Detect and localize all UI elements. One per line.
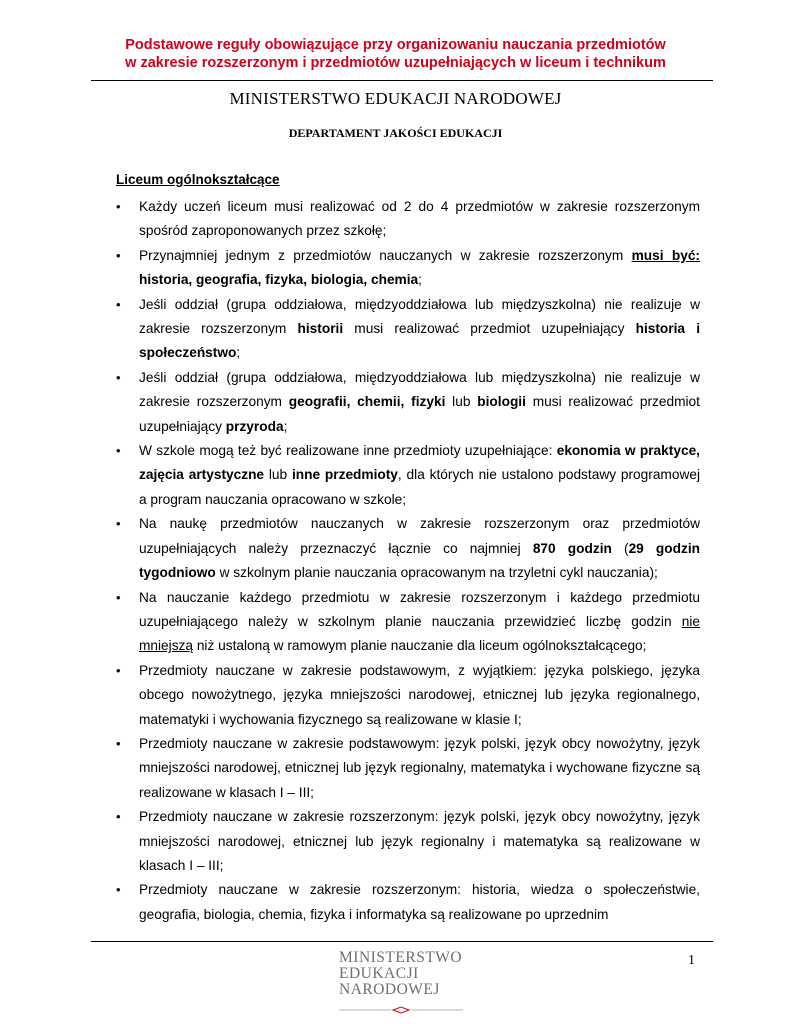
rule-item: • Przynajmniej jednym z przedmiotów nauczanych w zakresie rozszerzonym musi być: historia, geografia, fizyka, biologia, chemia; xyxy=(116,244,700,293)
rule-item: • Każdy uczeń liceum musi realizować od 2 do 4 przedmiotów w zakresie rozszerzonym spośród zaproponowanych przez szkołę; xyxy=(116,195,700,244)
ministry-logo xyxy=(339,950,469,998)
rule-item: • Przedmioty nauczane w zakresie podstawowym: język polski, język obcy nowożytny, język mniejszości narodowej, etnicznej lub język regionalny, matematyka i wychowane fizyczne są realizowane w klasach I – III; xyxy=(116,732,700,805)
logo-pen-flourish-icon xyxy=(339,1006,463,1014)
rule-item: • Przedmioty nauczane w zakresie rozszerzonym: język polski, język obcy nowożytny, język mniejszości narodowej, etnicznej lub język regionalny i matematyka są realizowane w klasach I – III; xyxy=(116,805,700,878)
rule-item: • Na naukę przedmiotów nauczanych w zakresie rozszerzonym oraz przedmiotów uzupełniających należy przeznaczyć łącznie co najmniej 870 godzin (29 godzin tygodniowo w szkolnym planie nauczania opracowanym na trzyletni cykl nauczania); xyxy=(116,512,700,585)
logo-line-1: MINISTERSTWO xyxy=(339,949,463,966)
ministry-name: MINISTERSTWO EDUKACJI NARODOWEJ xyxy=(229,89,562,108)
header-divider xyxy=(91,80,713,81)
rule-item: • W szkole mogą też być realizowane inne przedmioty uzupełniające: ekonomia w praktyce, zajęcia artystyczne lub inne przedmioty, dla których nie ustalono podstawy programowej a program nauczania opracowano w szkole; xyxy=(116,439,700,512)
rules-list xyxy=(116,195,700,927)
document-header-title xyxy=(90,36,701,72)
department-name: DEPARTAMENT JAKOŚCI EDUKACJI xyxy=(288,126,503,140)
footer-divider xyxy=(91,941,713,942)
page-number: 1 xyxy=(688,953,695,968)
rule-item: • Jeśli oddział (grupa oddziałowa, międzyoddziałowa lub międzyszkolna) nie realizuje w zakresie rozszerzonym historii musi realizować przedmiot uzupełniający historia i społeczeństwo; xyxy=(116,293,700,366)
logo-line-2: EDUKACJI xyxy=(339,965,419,982)
rule-item: • Przedmioty nauczane w zakresie podstawowym, z wyjątkiem: języka polskiego, języka obcego nowożytnego, języka mniejszości narodowej, etnicznej lub języka regionalnego, matematyki i wychowania fizycznego są realizowane w klasie I; xyxy=(116,659,700,732)
rule-item: • Jeśli oddział (grupa oddziałowa, międzyoddziałowa lub międzyszkolna) nie realizuje w zakresie rozszerzonym geografii, chemii, fizyki lub biologii musi realizować przedmiot uzupełniający przyroda; xyxy=(116,366,700,439)
header-title-line-2: w zakresie rozszerzonym i przedmiotów uzupełniających w liceum i technikum xyxy=(125,55,666,71)
logo-line-3: NARODOWEJ xyxy=(339,981,440,998)
rule-item: • Przedmioty nauczane w zakresie rozszerzonym: historia, wiedza o społeczeństwie, geografia, biologia, chemia, fizyka i informatyka są realizowane po uprzednim xyxy=(116,878,700,927)
header-title-line-1: Podstawowe reguły obowiązujące przy organizowaniu nauczania przedmiotów xyxy=(125,37,666,53)
rule-item: • Na nauczanie każdego przedmiotu w zakresie rozszerzonym i każdego przedmiotu uzupełniającego należy w szkolnym planie nauczania przewidzieć liczbę godzin nie mniejszą niż ustaloną w ramowym planie nauczanie dla liceum ogólnokształcącego; xyxy=(116,586,700,659)
section-heading: Liceum ogólnokształcące xyxy=(116,172,280,187)
